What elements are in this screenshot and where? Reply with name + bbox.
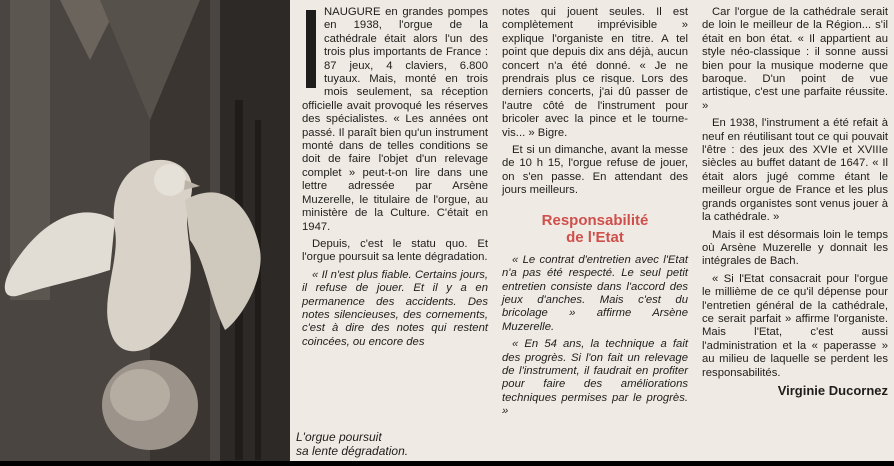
paragraph: En 1938, l'instrument a été refait à neuf en réutilisant tout ce qui pouvait l'être : des jeux des XVIe et XVIIIe siècles au buffet datant de 1647. « Il était alors jugé comme étant le meilleur orgue de France et les plus grands organistes sont venus jouer à la cathédrale. » [702, 117, 888, 224]
eagle-lectern-photo [0, 0, 290, 466]
caption-line: sa lente dégradation. [296, 444, 409, 458]
bottom-border [0, 461, 894, 466]
author-signature: Virginie Ducornez [777, 382, 888, 398]
paragraph: Car l'orgue de la cathédrale serait de loin le meilleur de la Région... s'il était en bon état. « Il appartient au style néo-classique : il sonne aussi bien pour la musique moderne que baroque. D'un point de vue artistique, c'est une parfaite réussite. » [702, 6, 888, 112]
section-heading-line: Responsabilité [541, 211, 649, 229]
paragraph: « Si l'Etat consacrait pour l'orgue le millième de ce qu'il dépense pour l'entretien général de la cathédrale, ce serait parfait » affirme l'organiste. Mais l'Etat, c'est aussi l'administration et la « paperasse » au milieu de laquelle se perdent les responsabilités. [702, 272, 888, 379]
paragraph: Et si un dimanche, avant la messe de 10 h 15, l'orgue refuse de jouer, on s'en passe. En attendant des jours meilleurs. [502, 144, 688, 197]
drop-cap-bar [306, 10, 316, 88]
eagle-statue-icon [0, 0, 290, 466]
photo-caption [296, 430, 496, 458]
paragraph: Mais il est désormais loin le temps où Arsène Muzerelle y donnait les intégrales de Bach. [702, 228, 888, 268]
section-heading-line: de l'Etat [566, 228, 624, 246]
paragraph: « Il n'est plus fiable. Certains jours, il refuse de jouer. Et il y a en permanence des accidents. Des notes silencieuses, des cornements, c'est à dire des notes qui restent coincées, ou encore des [302, 268, 488, 348]
article-column-2 [502, 6, 688, 423]
paragraph: « Le contrat d'entretien avec l'Etat n'a pas été respecté. Le seul petit entretien consiste dans l'accord des jeux d'anches. Mais c'est du bricolage » affirme Arsène Muzerelle. [502, 253, 688, 333]
caption-line: L'orgue poursuit [296, 430, 382, 444]
paragraph: « En 54 ans, la technique a fait des progrès. Si l'on fait un relevage de l'instrument, il faudrait en profiter pour faire des améliorations techniques permises par le progrès. » [502, 338, 688, 418]
section-heading [502, 212, 688, 246]
paragraph: notes qui jouent seules. Il est complètement imprévisible » explique l'organiste en titre. A tel point que depuis dix ans déjà, aucun concert n'a été donné. « Je ne prendrais plus ce risque. Lors des derniers concerts, j'ai dû passer de l'autre côté de l'instrument pour bricoler avec la pince et le tourne-vis... » Bigre. [502, 6, 688, 139]
article-column-1 [302, 6, 488, 353]
paragraph: NAUGURE en grandes pompes en 1938, l'orgue de la cathédrale était alors l'un des trois plus importants de France : 87 jeux, 4 claviers, 6.800 tuyaux. Mais, monté en trois mois seulement, sa réception officielle avait provoqué les réserves des spécialistes. « Les années ont passé. Il paraît bien qu'un instrument monté dans de telles conditions se doit de faire l'objet d'un relevage complet » peut-t-on lire dans une lettre adressée par Arsène Muzerelle, le titulaire de l'orgue, au ministère de la Culture. C'était en 1947. [302, 6, 488, 233]
paragraph: Depuis, c'est le statu quo. Et l'orgue poursuit sa lente dégradation. [302, 237, 488, 264]
article-column-3 [702, 6, 888, 397]
